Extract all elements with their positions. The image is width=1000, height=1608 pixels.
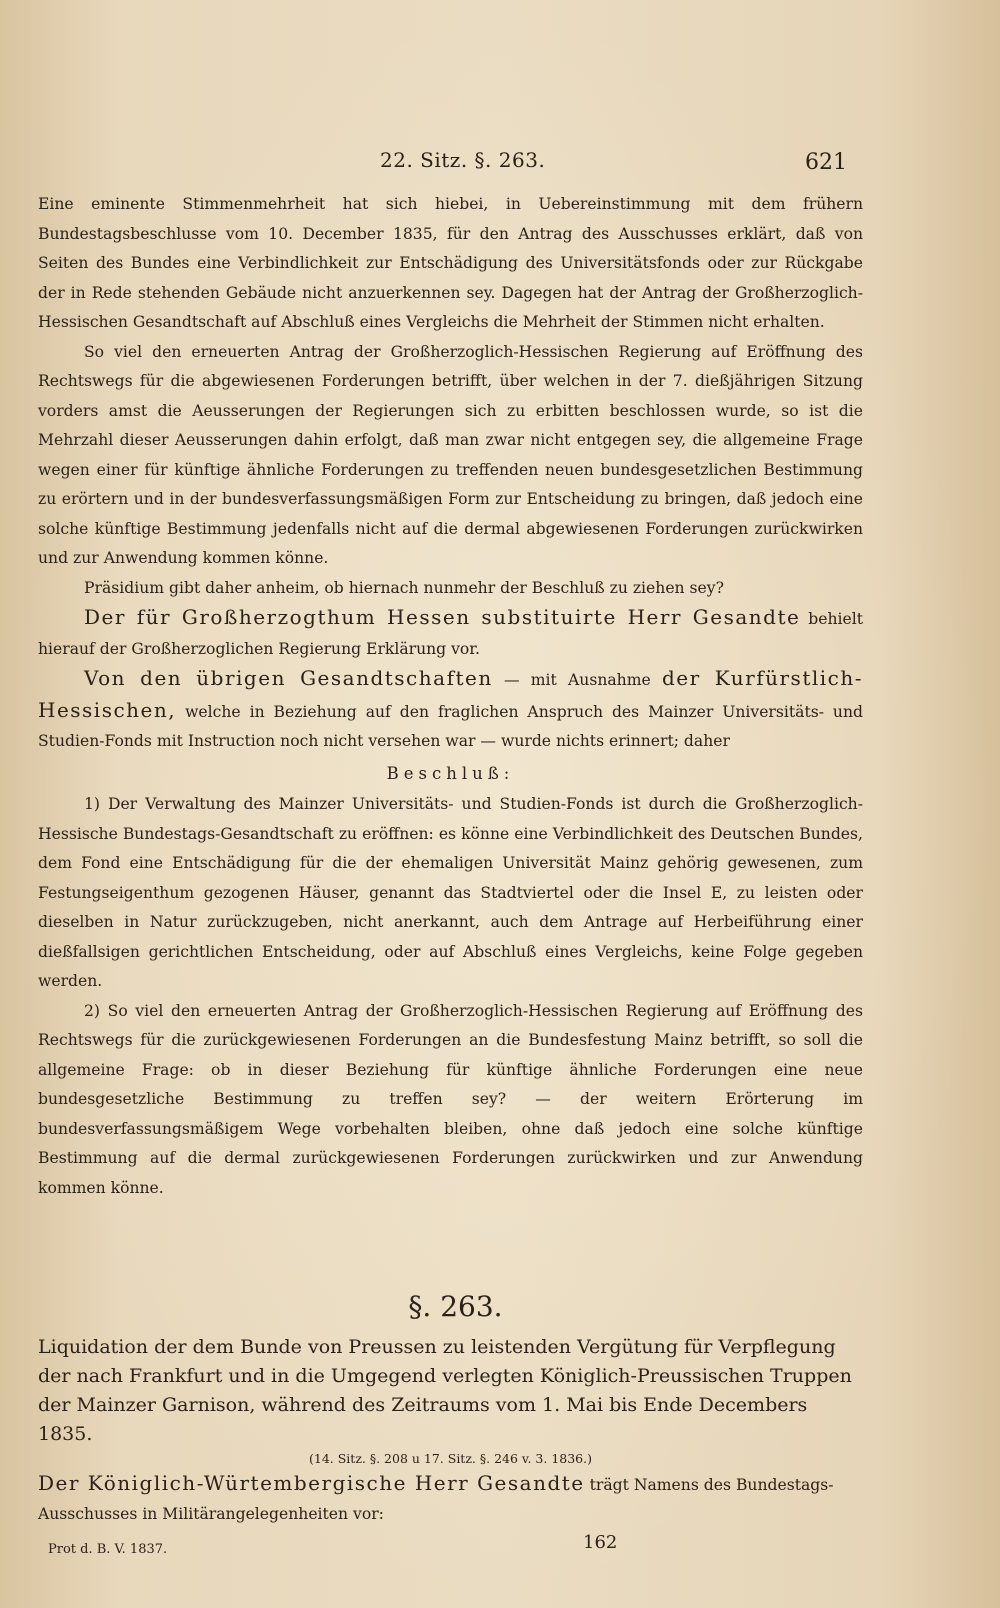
section-263 xyxy=(38,1290,863,1529)
declaration-lead: Von den übrigen Gesandtschaften xyxy=(84,666,493,690)
paragraph: So viel den erneuerten Antrag der Großherzoglich-Hessischen Regierung auf Eröffnung des Rechtswegs für die abgewiesenen Forderungen betrifft, über welchen in der 7. dießjährigen Sitzung vorders amst die Aeusserungen der Regierungen sich zu erbitten beschlossen wurde, so ist die Mehrzahl dieser Aeusserungen dahin erfolgt, daß man zwar nicht entgegen sey, die allgemeine Frage wegen einer für künftige ähnliche Forderungen zu treffenden neuen bundesgesetzlichen Bestimmung zu erörtern und in der bundesverfassungsmäßigen Form zur Entscheidung zu bringen, daß jedoch eine solche künftige Bestimmung jedenfalls nicht auf die dermal abgewiesenen Forderungen zurückwirken und zur Anwendung kommen könne. xyxy=(38,342,863,567)
resolution-heading: Beschluß: xyxy=(386,763,515,783)
declaration-text: behielt hierauf der Großherzoglichen Regierung Erklärung vor. xyxy=(38,610,863,658)
declaration-lead: der Kurfürstlich-Hessischen, xyxy=(38,666,863,722)
signature-mark: Prot d. B. V. 1837. xyxy=(48,1542,168,1557)
paragraph: Eine eminente Stimmenmehrheit hat sich hiebei, in Uebereinstimmung mit dem frühern Bundestagsbeschlusse vom 10. December 1835, für den Antrag des Ausschusses erklärt, daß von Seiten des Bundes eine Verbindlichkeit zur Entschädigung des Universitätsfonds oder zur Rückgabe der in Rede stehenden Gebäude nicht anzuerkennen sey. Dagegen hat der Antrag der Großherzoglich-Hessischen Gesandtschaft auf Abschluß eines Vergleichs die Mehrheit der Stimmen nicht erhalten. xyxy=(38,195,863,331)
declaration-text: — mit Ausnahme xyxy=(492,671,662,689)
section-title: §. 263. xyxy=(408,1290,503,1323)
running-head: 22. Sitz. §. 263. xyxy=(380,148,546,172)
section-caption: Liquidation der dem Bunde von Preussen zu leistenden Vergütung für Verpflegung der nach Frankfurt und in die Umgegend verlegten Königlich-Preussischen Truppen der Mainzer Garnison, während des Zeitraums vom 1. Mai bis Ende Decembers 1835. xyxy=(38,1336,852,1445)
resolution-item: 2) So viel den erneuerten Antrag der Großherzoglich-Hessischen Regierung auf Eröffnung des Rechtswegs für die zurückgewiesenen Forderungen an die Bundesfestung Mainz betrifft, so soll die allgemeine Frage: ob in dieser Beziehung für künftige ähnliche Forderungen eine neue bundesgesetzliche Bestimmung zu treffen sey? — der weitern Erörterung im bundesverfassungsmäßigem Wege vorbehalten bleiben, ohne daß jedoch eine solche künftige Bestimmung auf die dermal zurückgewiesenen Forderungen zurückwirken und zur Anwendung kommen könne. xyxy=(38,1001,863,1197)
section-reference: (14. Sitz. §. 208 u 17. Sitz. §. 246 v. 3. 1836.) xyxy=(309,1451,592,1466)
declaration-paragraph xyxy=(38,664,863,757)
declaration-text: welche in Beziehung auf den fraglichen Anspruch des Mainzer Universitäts- und Studien-Fonds mit Instruction noch nicht versehen war — wurde nichts erinnert; daher xyxy=(38,702,863,750)
main-text xyxy=(38,190,863,1203)
section-intro-lead: Der Königlich-Würtembergische Herr Gesandte xyxy=(38,1471,585,1495)
section-intro xyxy=(38,1469,863,1529)
declaration-lead: Der für Großherzogthum Hessen substituirte Herr Gesandte xyxy=(84,605,801,629)
declaration-paragraph xyxy=(38,603,863,664)
page-header xyxy=(0,148,1000,188)
sheet-number: 162 xyxy=(583,1532,618,1553)
page-number: 621 xyxy=(805,150,847,175)
resolution-item: 1) Der Verwaltung des Mainzer Universitäts- und Studien-Fonds ist durch die Großherzoglich-Hessische Bundestags-Gesandtschaft zu eröffnen: es könne eine Verbindlichkeit des Deutschen Bundes, dem Fond eine Entschädigung für die der ehemaligen Universität Mainz gehörig gewesenen, zum Festungseigenthum gezogenen Häuser, genannt das Stadtviertel oder die Insel E, zu leisten oder dieselben in Natur zurückzugeben, nicht anerkannt, auch dem Antrage auf Herbeiführung einer dießfallsigen gerichtlichen Entscheidung, oder auf Abschluß eines Vergleichs, keine Folge gegeben werden. xyxy=(38,795,863,990)
section-intro-text: trägt Namens des Bundestags-Ausschusses in Militärangelegenheiten vor: xyxy=(38,1476,834,1523)
page-footer xyxy=(0,1532,1000,1562)
paragraph: Präsidium gibt daher anheim, ob hiernach nunmehr der Beschluß zu ziehen sey? xyxy=(84,578,724,597)
